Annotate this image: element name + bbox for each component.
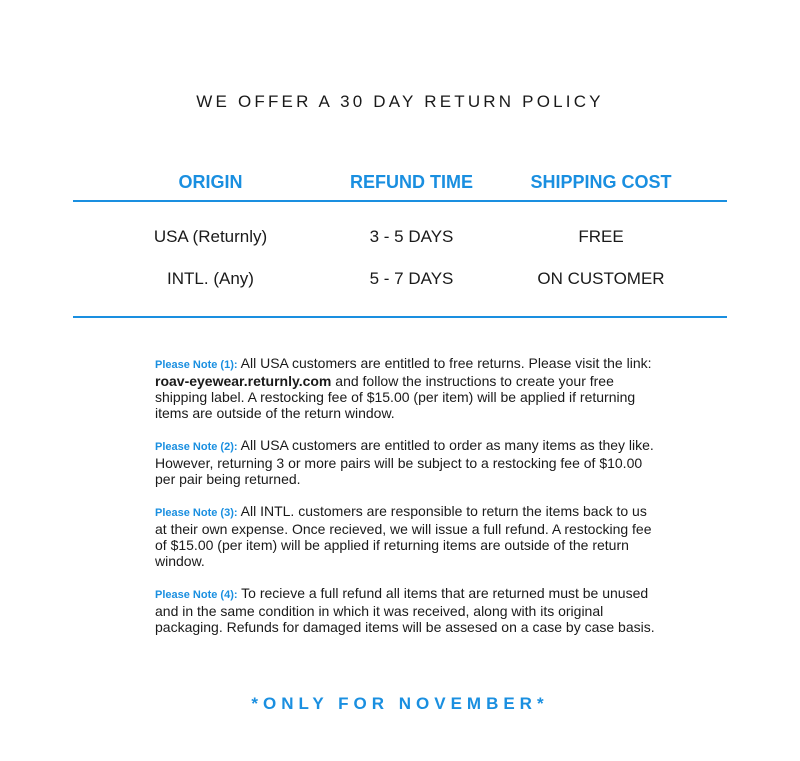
header-origin: ORIGIN — [178, 172, 243, 192]
note-text: and follow the instructions to create your free shipping label. A restocking fee of $15.00 (per item) will be applied if returning items are outside of the return window. — [155, 373, 636, 421]
note-label: Please Note (1): — [155, 359, 238, 371]
cell-origin: INTL. (Any) — [167, 269, 254, 288]
note-label: Please Note (4): — [155, 589, 238, 601]
note-4 — [155, 585, 655, 635]
note-label: Please Note (2): — [155, 441, 238, 453]
returnly-link[interactable]: roav-eyewear.returnly.com — [155, 373, 332, 389]
note-2 — [155, 437, 655, 487]
return-policy-table — [73, 168, 727, 318]
cell-shipping-cost: ON CUSTOMER — [537, 269, 665, 288]
note-1 — [155, 355, 655, 421]
cell-refund-time: 5 - 7 DAYS — [369, 269, 454, 288]
cell-origin: USA (Returnly) — [153, 227, 268, 246]
table-row — [73, 226, 727, 268]
note-label: Please Note (3): — [155, 507, 238, 519]
notes-section — [155, 355, 655, 651]
note-text: To recieve a full refund all items that are returned must be unused and in the same condition in which it was received, along with its original packaging. Refunds for damaged items will be assesed on a case by case basis. — [155, 585, 655, 635]
note-text: All USA customers are entitled to free returns. Please visit the link: — [237, 355, 652, 371]
footer-banner: *ONLY FOR NOVEMBER* — [251, 694, 549, 713]
note-3 — [155, 503, 655, 569]
page-title: WE OFFER A 30 DAY RETURN POLICY — [196, 92, 604, 111]
header-refund-time: REFUND TIME — [350, 172, 473, 192]
header-shipping-cost: SHIPPING COST — [530, 172, 672, 192]
cell-refund-time: 3 - 5 DAYS — [369, 227, 454, 246]
note-text: All USA customers are entitled to order as many items as they like. However, returning 3 or more pairs will be subject to a restocking fee of $10.00 per pair being returned. — [155, 437, 654, 487]
cell-shipping-cost: FREE — [578, 227, 624, 246]
table-body — [73, 202, 727, 318]
table-header-row — [73, 168, 727, 202]
table-row — [73, 268, 727, 310]
note-text: All INTL. customers are responsible to return the items back to us at their own expense. Once recieved, we will issue a full refund. A restocking fee of $15.00 (per item) will be applied if returning items are outside of the return window. — [155, 503, 652, 569]
